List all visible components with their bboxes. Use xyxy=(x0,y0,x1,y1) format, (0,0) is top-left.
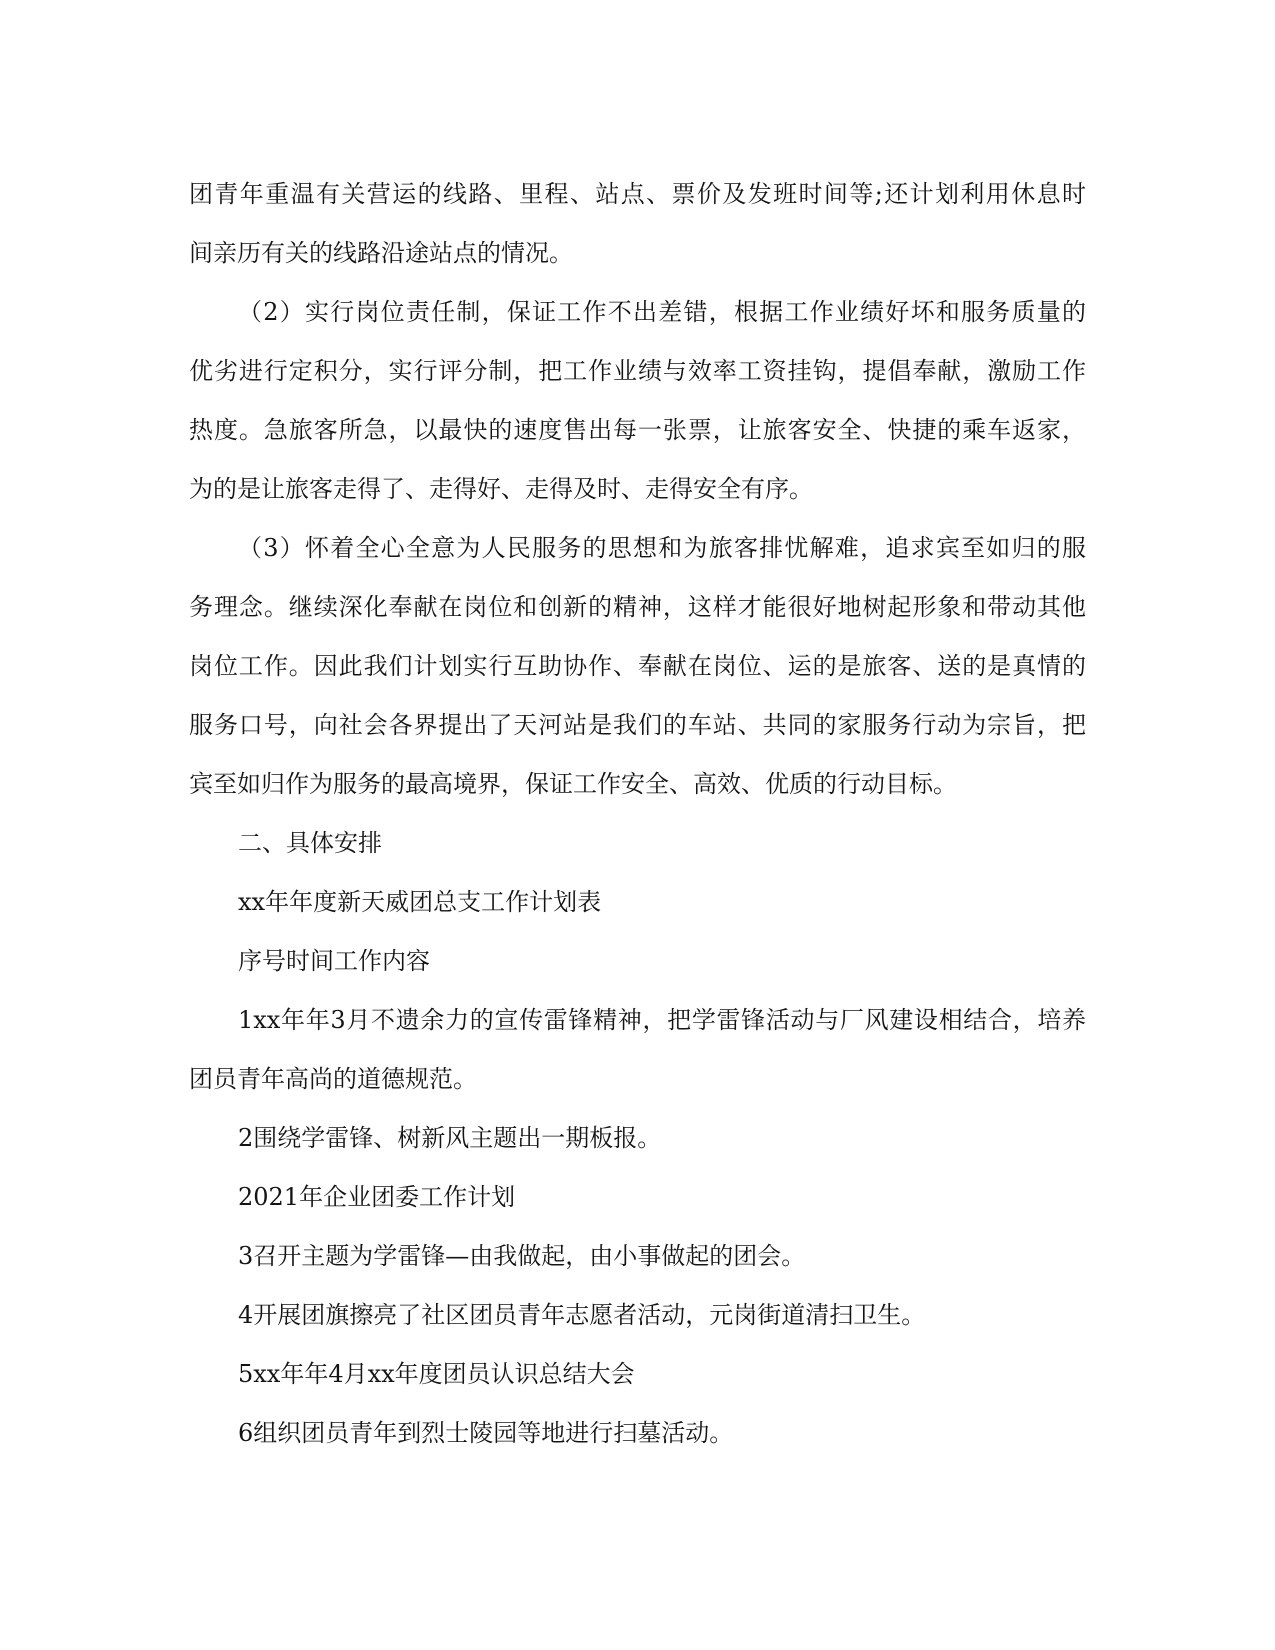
text-line-15: 1xx年年3月不遗余力的宣传雷锋精神，把学雷锋活动与厂风建设相结合，培养 xyxy=(238,1006,1086,1034)
table-title: xx年年度新天威团总支工作计划表 xyxy=(238,888,602,916)
section-heading: 二、具体安排 xyxy=(238,829,382,857)
text-line-19: 3召开主题为学雷锋—由我做起，由小事做起的团会。 xyxy=(238,1242,806,1270)
document-body xyxy=(189,165,1086,1463)
text-line-20: 4开展团旗擦亮了社区团员青年志愿者活动，元岗街道清扫卫生。 xyxy=(238,1301,926,1329)
text-line-9: 岗位工作。因此我们计划实行互助协作、奉献在岗位、运的是旅客、送的是真情的 xyxy=(189,652,1086,680)
text-line-11: 宾至如归作为服务的最高境界，保证工作安全、高效、优质的行动目标。 xyxy=(189,770,957,798)
text-line-16: 团员青年高尚的道德规范。 xyxy=(189,1065,477,1093)
text-line-2: 间亲历有关的线路沿途站点的情况。 xyxy=(189,239,573,267)
text-line-22: 6组织团员青年到烈士陵园等地进行扫墓活动。 xyxy=(238,1419,734,1447)
table-header: 序号时间工作内容 xyxy=(238,947,430,975)
text-line-21: 5xx年年4月xx年度团员认识总结大会 xyxy=(238,1360,635,1388)
text-line-3: （2）实行岗位责任制，保证工作不出差错，根据工作业绩好坏和服务质量的 xyxy=(238,298,1086,326)
text-line-18: 2021年企业团委工作计划 xyxy=(238,1183,516,1211)
text-line-7: （3）怀着全心全意为人民服务的思想和为旅客排忧解难，追求宾至如归的服 xyxy=(238,534,1086,562)
text-line-4: 优劣进行定积分，实行评分制，把工作业绩与效率工资挂钩，提倡奉献，激励工作 xyxy=(189,357,1086,385)
text-line-6: 为的是让旅客走得了、走得好、走得及时、走得安全有序。 xyxy=(189,475,813,503)
text-line-10: 服务口号，向社会各界提出了天河站是我们的车站、共同的家服务行动为宗旨，把 xyxy=(189,711,1086,739)
text-line-1: 团青年重温有关营运的线路、里程、站点、票价及发班时间等;还计划利用休息时 xyxy=(189,180,1086,208)
text-line-17: 2围绕学雷锋、树新风主题出一期板报。 xyxy=(238,1124,662,1152)
text-line-8: 务理念。继续深化奉献在岗位和创新的精神，这样才能很好地树起形象和带动其他 xyxy=(189,593,1086,621)
text-line-5: 热度。急旅客所急，以最快的速度售出每一张票，让旅客安全、快捷的乘车返家， xyxy=(189,416,1086,444)
